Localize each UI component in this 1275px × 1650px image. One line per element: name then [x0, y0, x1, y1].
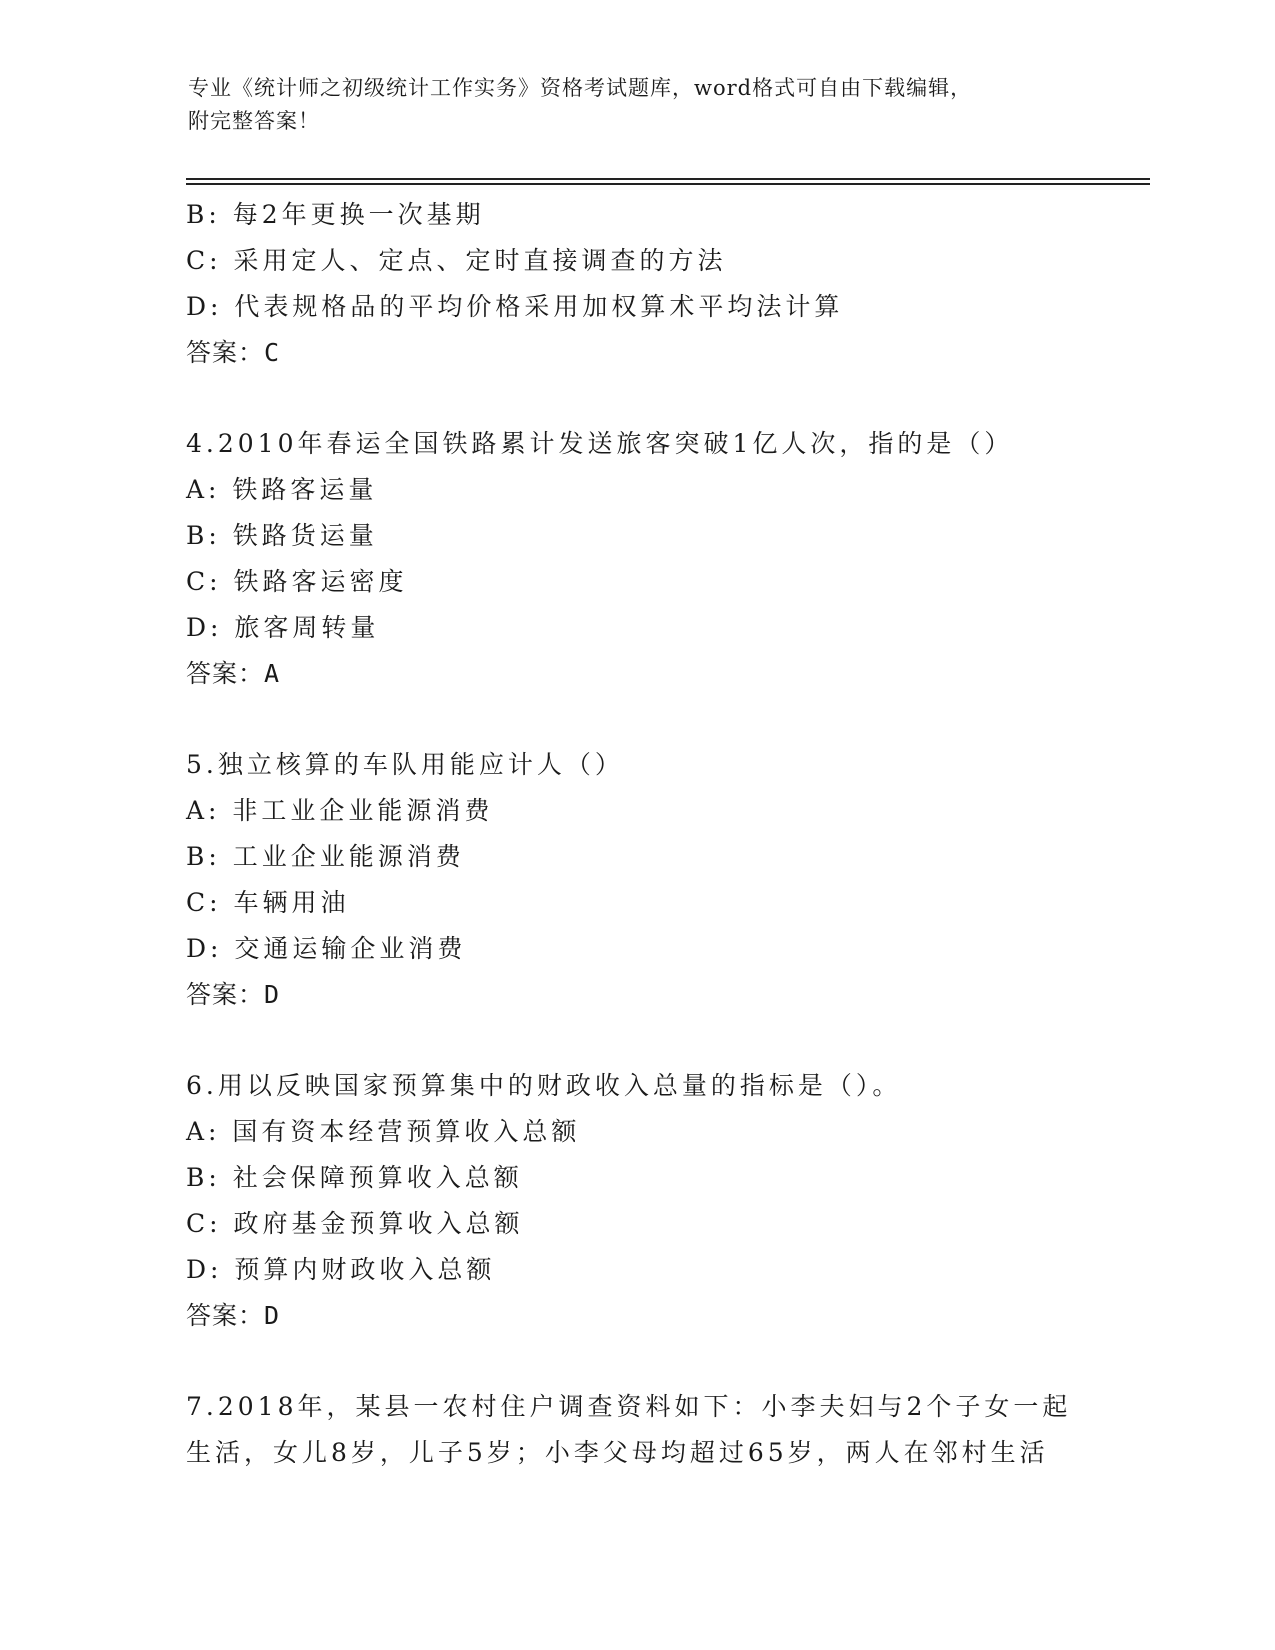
option-c: C: 采用定人、定点、定时直接调查的方法: [186, 246, 727, 275]
option-c: C: 车辆用油: [186, 888, 350, 917]
question-4: [186, 421, 1086, 697]
answer-label: 答案：: [186, 980, 265, 1009]
question-list: [186, 192, 1086, 1476]
document-header: [188, 72, 1068, 138]
header-divider-bottom: [186, 183, 1150, 185]
header-line-2: 附完整答案！: [188, 109, 320, 133]
option-b: B: 工业企业能源消费: [186, 842, 465, 871]
answer-label: 答案：: [186, 659, 265, 688]
answer-value: C: [264, 338, 281, 367]
answer-label: 答案：: [186, 1301, 265, 1330]
header-line-1: 专业《统计师之初级统计工作实务》资格考试题库，word格式可自由下载编辑，: [188, 76, 973, 100]
option-c: C: 政府基金预算收入总额: [186, 1209, 524, 1238]
answer-value: D: [264, 1301, 281, 1330]
question-text: 4.2010年春运全国铁路累计发送旅客突破1亿人次，指的是（）: [186, 429, 1014, 458]
answer-line: [186, 651, 1086, 697]
option-d: D: 预算内财政收入总额: [186, 1255, 496, 1284]
answer-value: D: [264, 980, 281, 1009]
answer-value: A: [264, 659, 281, 688]
question-text: 6.用以反映国家预算集中的财政收入总量的指标是（）。: [186, 1071, 902, 1100]
option-b: B: 每2年更换一次基期: [186, 200, 485, 229]
question-text-line-1: 7.2018年，某县一农村住户调查资料如下：小李夫妇与2个子女一起: [186, 1392, 1072, 1421]
option-d: D: 旅客周转量: [186, 613, 380, 642]
question-text: 5.独立核算的车队用能应计人（）: [186, 750, 624, 779]
option-d: D: 代表规格品的平均价格采用加权算术平均法计算: [186, 292, 844, 321]
option-a: A: 国有资本经营预算收入总额: [186, 1117, 581, 1146]
option-a: A: 铁路客运量: [186, 475, 378, 504]
question-3: [186, 192, 1086, 376]
answer-line: [186, 972, 1086, 1018]
answer-line: [186, 1293, 1086, 1339]
option-b: B: 社会保障预算收入总额: [186, 1163, 523, 1192]
question-5: [186, 742, 1086, 1018]
question-text-line-2: 生活，女儿8岁，儿子5岁；小李父母均超过65岁，两人在邻村生活: [186, 1438, 1049, 1467]
question-6: [186, 1063, 1086, 1339]
answer-line: [186, 330, 1086, 376]
option-c: C: 铁路客运密度: [186, 567, 408, 596]
answer-label: 答案：: [186, 338, 265, 367]
option-b: B: 铁路货运量: [186, 521, 378, 550]
question-7: [186, 1384, 1086, 1476]
option-a: A: 非工业企业能源消费: [186, 796, 494, 825]
header-divider-top: [186, 178, 1150, 180]
option-d: D: 交通运输企业消费: [186, 934, 467, 963]
